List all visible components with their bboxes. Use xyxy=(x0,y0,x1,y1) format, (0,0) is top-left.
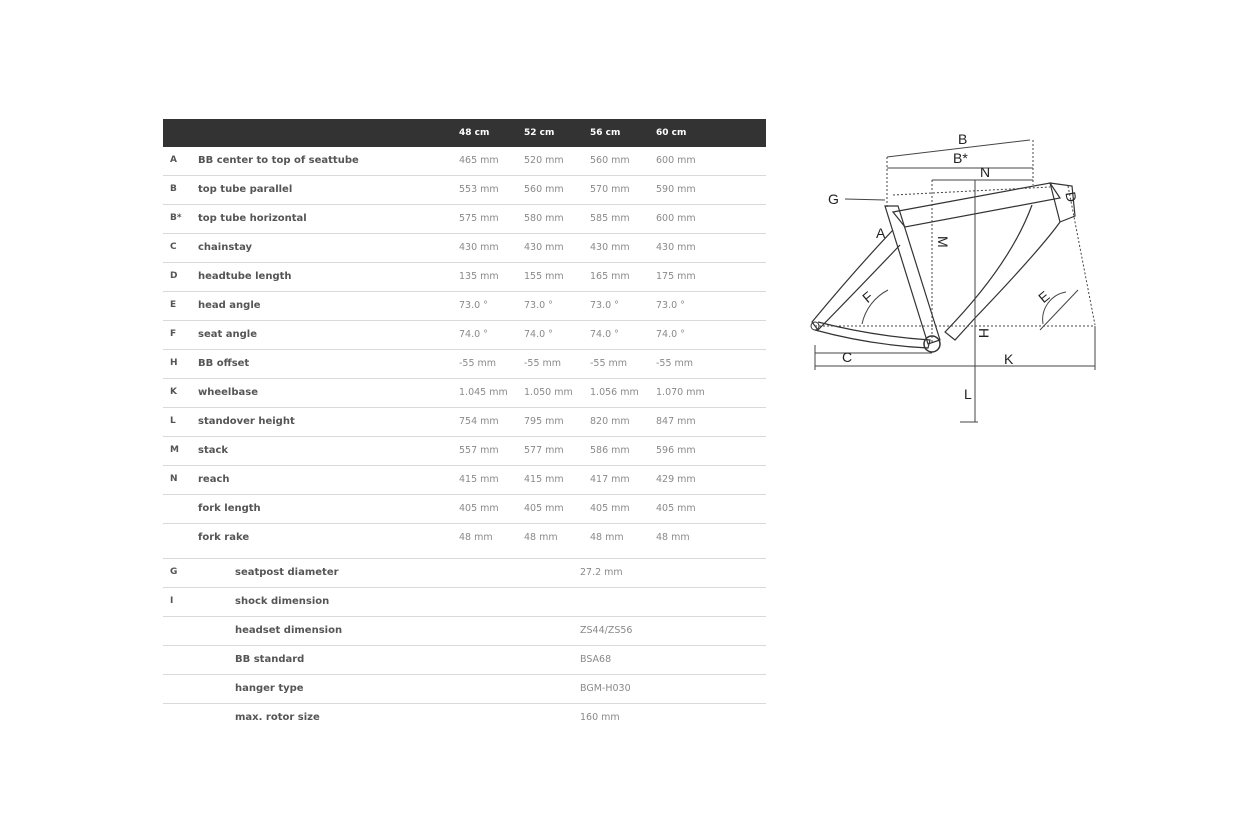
row-name: chainstay xyxy=(198,242,253,253)
row-value: 405 mm xyxy=(459,503,499,514)
row-value: 570 mm xyxy=(590,184,630,195)
table-row xyxy=(163,466,766,495)
row-value: 1.045 mm xyxy=(459,387,508,398)
row-value: 430 mm xyxy=(459,242,499,253)
dim-label-d: D xyxy=(1062,190,1080,204)
spec-value: ZS44/ZS56 xyxy=(580,625,633,636)
row-value: 74.0 ° xyxy=(524,329,553,340)
row-value: 465 mm xyxy=(459,155,499,166)
row-name: BB offset xyxy=(198,358,250,369)
row-value: 430 mm xyxy=(590,242,630,253)
dim-label-g: G xyxy=(828,191,839,207)
row-value: 795 mm xyxy=(524,416,564,427)
dim-label-h: H xyxy=(976,328,992,339)
row-name: standover height xyxy=(198,416,295,427)
row-code: M xyxy=(170,445,179,455)
spec-name: hanger type xyxy=(235,683,304,694)
size-header-48: 48 cm xyxy=(459,128,490,138)
row-value: 135 mm xyxy=(459,271,499,282)
dim-label-b: B xyxy=(958,131,968,147)
row-value: 415 mm xyxy=(459,474,499,485)
table-row xyxy=(163,437,766,466)
row-value: -55 mm xyxy=(656,358,694,369)
spec-code: I xyxy=(170,596,174,606)
dim-label-bstar: B* xyxy=(953,150,968,166)
spec-code: G xyxy=(170,567,178,577)
row-value: 585 mm xyxy=(590,213,630,224)
spec-row xyxy=(163,675,766,704)
row-value: 73.0 ° xyxy=(524,300,553,311)
spec-name: shock dimension xyxy=(235,596,330,607)
spec-name: max. rotor size xyxy=(235,712,320,723)
row-value: 73.0 ° xyxy=(590,300,619,311)
size-header-56: 56 cm xyxy=(590,128,621,138)
row-value: 405 mm xyxy=(656,503,696,514)
row-value: 429 mm xyxy=(656,474,696,485)
top-tube xyxy=(893,183,1060,227)
row-code: A xyxy=(170,155,177,165)
row-name: stack xyxy=(198,445,229,456)
row-name: fork rake xyxy=(198,532,250,543)
table-row xyxy=(163,292,766,321)
spec-row xyxy=(163,559,766,588)
spec-value: BGM-H030 xyxy=(580,683,631,694)
row-value: 430 mm xyxy=(656,242,696,253)
row-value: -55 mm xyxy=(524,358,562,369)
row-value: 74.0 ° xyxy=(656,329,685,340)
geometry-table-header xyxy=(163,119,766,147)
row-value: 155 mm xyxy=(524,271,564,282)
row-value: 600 mm xyxy=(656,155,696,166)
row-value: 1.056 mm xyxy=(590,387,639,398)
dim-label-f: F xyxy=(859,288,876,306)
seat-tube xyxy=(885,206,940,344)
table-row xyxy=(163,234,766,263)
row-code: K xyxy=(170,387,177,397)
row-name: seat angle xyxy=(198,329,257,340)
row-value: 73.0 ° xyxy=(656,300,685,311)
row-value: 577 mm xyxy=(524,445,564,456)
spec-name: BB standard xyxy=(235,654,305,665)
row-value: 847 mm xyxy=(656,416,696,427)
dim-label-l: L xyxy=(964,386,972,402)
row-name: top tube parallel xyxy=(198,184,293,195)
spec-name: seatpost diameter xyxy=(235,567,339,578)
row-value: 560 mm xyxy=(590,155,630,166)
table-row xyxy=(163,495,766,524)
row-code: E xyxy=(170,300,177,310)
row-code: D xyxy=(170,271,178,281)
row-name: fork length xyxy=(198,503,261,514)
row-value: 596 mm xyxy=(656,445,696,456)
dim-label-n: N xyxy=(980,164,991,180)
row-code: B xyxy=(170,184,177,194)
spec-row xyxy=(163,704,766,732)
bottom-bracket xyxy=(924,336,940,352)
row-value: 600 mm xyxy=(656,213,696,224)
table-row xyxy=(163,350,766,379)
row-value: 560 mm xyxy=(524,184,564,195)
row-name: top tube horizontal xyxy=(198,213,307,224)
spec-value: 27.2 mm xyxy=(580,567,623,578)
table-row xyxy=(163,524,766,552)
row-value: 165 mm xyxy=(590,271,630,282)
row-value: 74.0 ° xyxy=(459,329,488,340)
row-code: L xyxy=(170,416,176,426)
row-value: 73.0 ° xyxy=(459,300,488,311)
row-value: 405 mm xyxy=(590,503,630,514)
row-value: 553 mm xyxy=(459,184,499,195)
row-value: 74.0 ° xyxy=(590,329,619,340)
spec-row xyxy=(163,617,766,646)
size-header-52: 52 cm xyxy=(524,128,555,138)
row-code: B* xyxy=(170,213,182,223)
table-row xyxy=(163,408,766,437)
row-value: 1.050 mm xyxy=(524,387,573,398)
row-name: head angle xyxy=(198,300,261,311)
spec-table xyxy=(163,558,766,732)
row-value: 415 mm xyxy=(524,474,564,485)
row-value: 405 mm xyxy=(524,503,564,514)
spec-row xyxy=(163,588,766,617)
row-name: reach xyxy=(198,474,230,485)
row-value: 430 mm xyxy=(524,242,564,253)
row-value: -55 mm xyxy=(590,358,628,369)
spec-value: BSA68 xyxy=(580,654,612,665)
row-value: 417 mm xyxy=(590,474,630,485)
row-value: 48 mm xyxy=(459,532,493,543)
row-value: 586 mm xyxy=(590,445,630,456)
row-value: 580 mm xyxy=(524,213,564,224)
dim-label-a: A xyxy=(876,225,886,241)
row-value: 557 mm xyxy=(459,445,499,456)
table-row xyxy=(163,379,766,408)
row-value: 48 mm xyxy=(590,532,624,543)
row-value: 820 mm xyxy=(590,416,630,427)
size-header-60: 60 cm xyxy=(656,128,687,138)
row-value: -55 mm xyxy=(459,358,497,369)
row-code: C xyxy=(170,242,177,252)
dim-label-m: M xyxy=(935,236,951,248)
dim-label-e: E xyxy=(1035,287,1053,306)
row-code: N xyxy=(170,474,178,484)
spec-row xyxy=(163,646,766,675)
dim-label-k: K xyxy=(1004,351,1014,367)
row-name: wheelbase xyxy=(198,387,258,398)
row-value: 754 mm xyxy=(459,416,499,427)
row-value: 1.070 mm xyxy=(656,387,705,398)
row-code: F xyxy=(170,329,177,339)
row-name: headtube length xyxy=(198,271,292,282)
row-value: 175 mm xyxy=(656,271,696,282)
spec-value: 160 mm xyxy=(580,712,620,723)
frame-geometry-diagram xyxy=(800,120,1100,430)
row-name: BB center to top of seattube xyxy=(198,155,359,166)
row-value: 575 mm xyxy=(459,213,499,224)
table-row xyxy=(163,321,766,350)
dim-label-c: C xyxy=(842,349,853,365)
table-row xyxy=(163,147,766,176)
table-row xyxy=(163,205,766,234)
row-code: H xyxy=(170,358,178,368)
table-row xyxy=(163,263,766,292)
row-value: 590 mm xyxy=(656,184,696,195)
table-row xyxy=(163,176,766,205)
row-value: 48 mm xyxy=(656,532,690,543)
row-value: 48 mm xyxy=(524,532,558,543)
row-value: 520 mm xyxy=(524,155,564,166)
spec-name: headset dimension xyxy=(235,625,343,636)
seat-stay xyxy=(812,230,900,330)
geometry-table xyxy=(163,119,766,552)
